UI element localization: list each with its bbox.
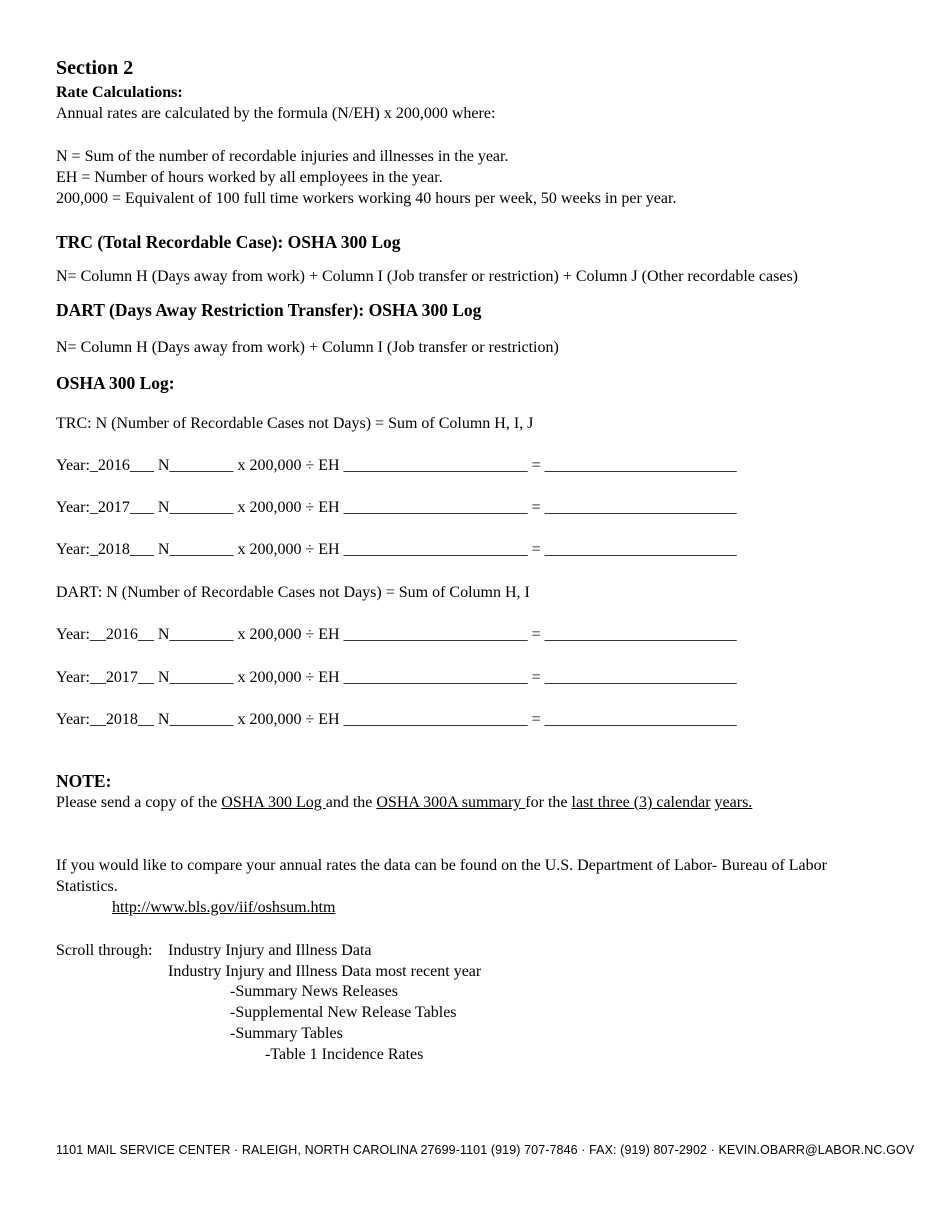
dart-row-2017: Year:__2017__ N________ x 200,000 ÷ EH _______________________ = ________________________ <box>56 669 737 686</box>
note-part3: for the <box>525 794 572 811</box>
dart-formula: N= Column H (Days away from work) + Column I (Job transfer or restriction) <box>56 339 559 356</box>
definition-eh: EH = Number of hours worked by all employees in the year. <box>56 169 443 186</box>
scroll-label: Scroll through: <box>56 942 153 959</box>
trc-row-2017: Year:_2017___ N________ x 200,000 ÷ EH _______________________ = ________________________ <box>56 499 737 516</box>
years-text: years. <box>714 794 753 811</box>
note-text <box>56 794 752 812</box>
section-title: Section 2 <box>56 57 134 79</box>
last-three-years-text: last three (3) calendar <box>571 794 711 811</box>
definition-n: N = Sum of the number of recordable injuries and illnesses in the year. <box>56 148 509 165</box>
compare-line-1: If you would like to compare your annual rates the data can be found on the U.S. Department of Labor- Bureau of Labor <box>56 857 827 874</box>
scroll-item-1: Industry Injury and Illness Data <box>168 942 372 959</box>
note-part2: and the <box>325 794 377 811</box>
scroll-sub-1: -Summary News Releases <box>230 983 398 1000</box>
trc-row-2016: Year:_2016___ N________ x 200,000 ÷ EH _______________________ = ________________________ <box>56 457 737 474</box>
trc-row-2018: Year:_2018___ N________ x 200,000 ÷ EH _______________________ = ________________________ <box>56 541 737 558</box>
scroll-sub-4: -Table 1 Incidence Rates <box>265 1046 424 1063</box>
bls-url-link[interactable]: http://www.bls.gov/iif/oshsum.htm <box>112 899 336 916</box>
osha-300a-summary-link: OSHA 300A summary <box>376 794 526 811</box>
dart-row-2016: Year:__2016__ N________ x 200,000 ÷ EH _______________________ = ________________________ <box>56 626 737 643</box>
compare-line-2: Statistics. <box>56 878 118 895</box>
osha-300-log-link: OSHA 300 Log <box>221 794 326 811</box>
note-heading: NOTE: <box>56 771 112 791</box>
note-part1: Please send a copy of the <box>56 794 222 811</box>
scroll-sub-3: -Summary Tables <box>230 1025 343 1042</box>
dart-sum-line: DART: N (Number of Recordable Cases not Days) = Sum of Column H, I <box>56 584 530 601</box>
osha-log-heading: OSHA 300 Log: <box>56 373 175 393</box>
section-subtitle: Rate Calculations: <box>56 84 183 101</box>
page-footer: 1101 MAIL SERVICE CENTER · RALEIGH, NORTH CAROLINA 27699-1101 (919) 707-7846 · FAX: (919) 807-2902 · KEVIN.OBARR@LABOR.NC.GOV <box>56 1143 915 1157</box>
trc-sum-line: TRC: N (Number of Recordable Cases not Days) = Sum of Column H, I, J <box>56 415 534 432</box>
trc-formula: N= Column H (Days away from work) + Column I (Job transfer or restriction) + Column J (Other recordable cases) <box>56 268 798 285</box>
scroll-sub-2: -Supplemental New Release Tables <box>230 1004 457 1021</box>
dart-row-2018: Year:__2018__ N________ x 200,000 ÷ EH _______________________ = ________________________ <box>56 711 737 728</box>
dart-heading: DART (Days Away Restriction Transfer): OSHA 300 Log <box>56 300 482 320</box>
trc-heading: TRC (Total Recordable Case): OSHA 300 Log <box>56 232 401 252</box>
intro-text: Annual rates are calculated by the formula (N/EH) x 200,000 where: <box>56 105 496 122</box>
definition-200000: 200,000 = Equivalent of 100 full time workers working 40 hours per week, 50 weeks in per year. <box>56 190 677 207</box>
scroll-item-2: Industry Injury and Illness Data most recent year <box>168 963 482 980</box>
